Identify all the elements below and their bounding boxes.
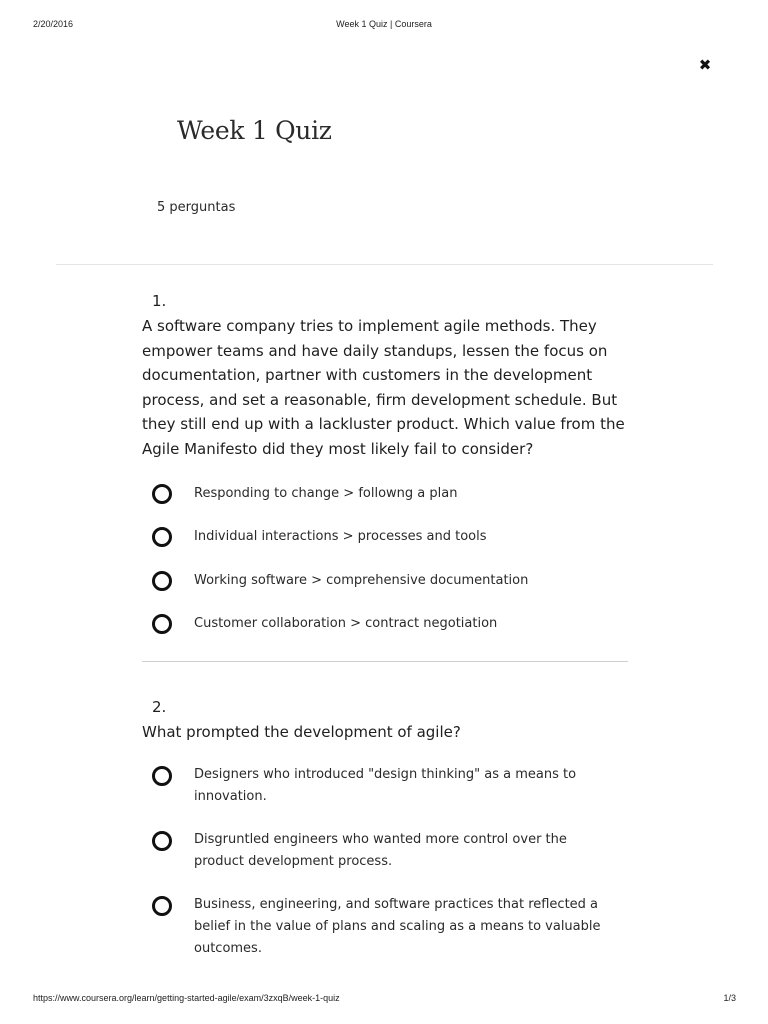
- answer-option-label: Business, engineering, and software practices that reflected a belief in the value of plans and scaling as a means to valuable outcomes.: [194, 896, 601, 956]
- answer-option-label: Customer collaboration > contract negotiation: [194, 616, 498, 632]
- radio-button-icon[interactable]: [152, 896, 172, 916]
- answer-option[interactable]: [142, 570, 632, 592]
- radio-button-icon[interactable]: [152, 484, 172, 504]
- answer-option-label: Responding to change > followng a plan: [194, 485, 458, 501]
- header-divider: [56, 264, 713, 265]
- close-icon[interactable]: ✖: [698, 56, 712, 74]
- answer-options: [142, 483, 632, 636]
- answer-option[interactable]: [142, 829, 614, 873]
- radio-button-icon[interactable]: [152, 831, 172, 851]
- page-url: https://www.coursera.org/learn/getting-started-agile/exam/3zxqB/week-1-quiz: [33, 993, 340, 1003]
- print-page-title: Week 1 Quiz | Coursera: [336, 19, 432, 29]
- answer-option[interactable]: [142, 613, 632, 635]
- question-number: 2.: [152, 698, 167, 716]
- question-count: 5 perguntas: [157, 200, 236, 215]
- answer-option-label: Working software > comprehensive documentation: [194, 572, 529, 588]
- question-text: What prompted the development of agile?: [142, 723, 461, 741]
- radio-button-icon[interactable]: [152, 571, 172, 591]
- question-divider: [142, 661, 628, 662]
- print-header: [0, 19, 768, 33]
- answer-option[interactable]: [142, 894, 614, 960]
- question-text: A software company tries to implement agile methods. They empower teams and have daily standups, lessen the focus on documentation, partner with customers in the development process, and set a reasonable, firm development schedule. But they still end up with a lackluster product. Which value from the Agile Manifesto did they most likely fail to consider?: [142, 317, 625, 458]
- question-number: 1.: [152, 292, 167, 310]
- answer-option-label: Designers who introduced "design thinking" as a means to innovation.: [194, 766, 577, 804]
- answer-options: [142, 764, 632, 960]
- radio-button-icon[interactable]: [152, 614, 172, 634]
- answer-option-label: Disgruntled engineers who wanted more control over the product development process.: [194, 831, 567, 869]
- page-number: 1/3: [723, 993, 736, 1003]
- answer-option[interactable]: [142, 483, 632, 505]
- question-1: [142, 289, 632, 657]
- answer-option-label: Individual interactions > processes and tools: [194, 529, 487, 545]
- answer-option[interactable]: [142, 764, 614, 808]
- radio-button-icon[interactable]: [152, 766, 172, 786]
- question-2: [142, 695, 632, 981]
- answer-option[interactable]: [142, 526, 632, 548]
- radio-button-icon[interactable]: [152, 527, 172, 547]
- print-date: 2/20/2016: [33, 19, 74, 29]
- quiz-title: Week 1 Quiz: [177, 116, 332, 145]
